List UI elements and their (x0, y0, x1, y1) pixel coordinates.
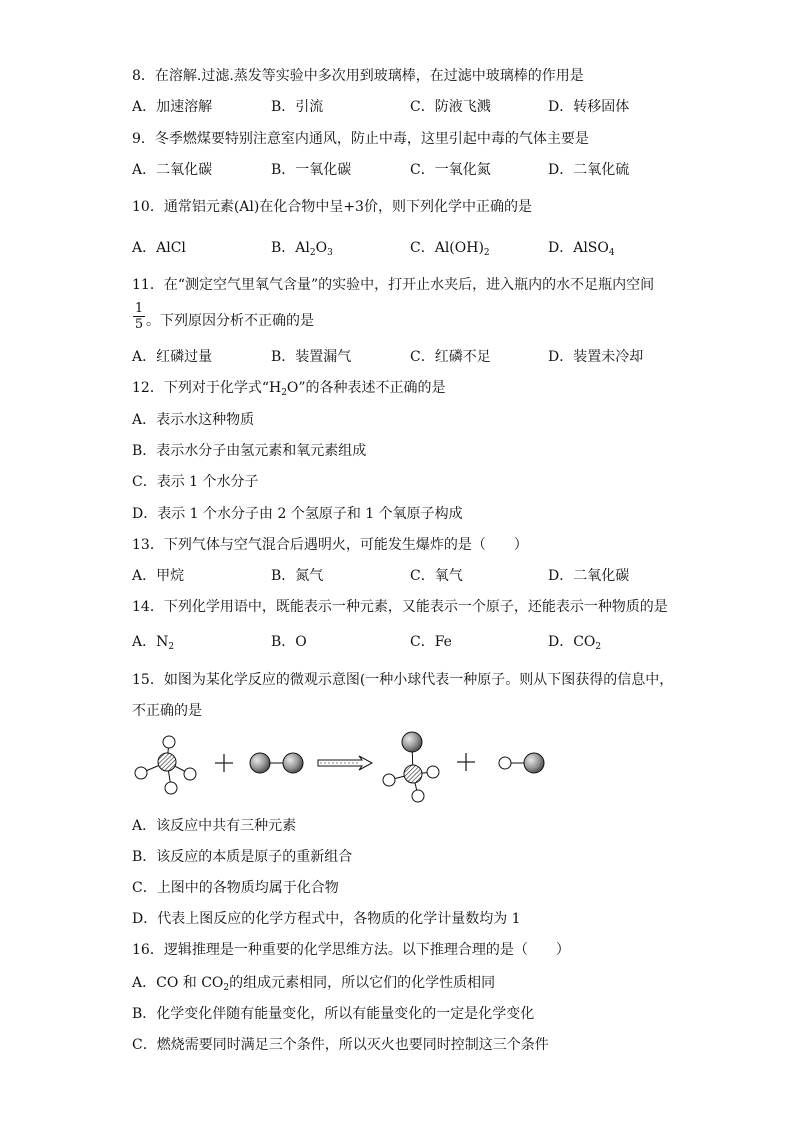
q12-option-d: D．表示 1 个水分子由 2 个氢原子和 1 个氧原子构成 (132, 506, 463, 522)
q8-option-b: B．引流 (271, 99, 324, 115)
q15-option-c: C．上图中的各物质均属于化合物 (132, 880, 339, 896)
q13-option-b: B．氮气 (271, 568, 324, 584)
shaded-atom (524, 753, 544, 773)
plus-sign-2 (457, 753, 475, 771)
fraction-numerator: 1 (134, 301, 144, 316)
small-atom (412, 790, 424, 802)
q15-option-a: A．该反应中共有三种元素 (132, 818, 297, 834)
small-atom (163, 736, 175, 748)
q13-option-d: D．二氧化碳 (548, 568, 630, 584)
hatched-atom (404, 765, 422, 783)
question-9-stem: 9．冬季燃煤要特别注意室内通风，防止中毒，这里引起中毒的气体主要是 (132, 131, 589, 147)
q14-option-d: D．$CO_2$ (548, 634, 602, 652)
small-atom (165, 782, 177, 794)
shaded-atom (283, 753, 303, 773)
small-atom (184, 768, 196, 780)
molecule-product-1 (383, 732, 439, 802)
q11-option-d: D．装置未冷却 (548, 349, 644, 365)
q11-option-b: B．装置漏气 (271, 349, 352, 365)
q13-option-c: C．氧气 (410, 568, 463, 584)
reaction-diagram (126, 728, 556, 804)
q10-option-d: D．AlSO$_4$ (548, 240, 615, 258)
small-atom (499, 757, 511, 769)
fraction-denominator: 5 (134, 317, 144, 332)
shaded-atom (402, 732, 422, 752)
q14-option-b: B．O (271, 634, 307, 650)
q13-option-a: A．甲烷 (132, 568, 185, 584)
q14-option-a: A．$N_2$ (132, 634, 175, 652)
q14-option-c: C．Fe (410, 634, 452, 650)
hatched-atom (158, 753, 176, 771)
q12-option-b: B．表示水分子由氢元素和氧元素组成 (132, 443, 367, 459)
plus-sign-1 (215, 754, 233, 772)
small-atom (383, 774, 395, 786)
q9-option-a: A．二氧化碳 (132, 162, 213, 178)
q16-option-a: A．CO 和 $CO_2$的组成元素相同，所以它们的化学性质相同 (132, 975, 496, 993)
q9-option-b: B．一氧化碳 (271, 162, 352, 178)
question-15-stem-cont: 不正确的是 (132, 703, 202, 719)
q16-option-c: C．燃烧需要同时满足三个条件，所以灭火也要同时控制这三个条件 (132, 1037, 549, 1053)
q8-option-a: A．加速溶解 (132, 99, 213, 115)
question-15-stem: 15．如图为某化学反应的微观示意图(一种小球代表一种原子。则从下图获得的信息中， (132, 672, 674, 688)
molecule-product-2 (499, 753, 544, 773)
q9-option-c: C．一氧化氮 (410, 162, 491, 178)
q8-option-c: C．防液飞溅 (410, 99, 491, 115)
question-16-stem: 16．逻辑推理是一种重要的化学思维方法。以下推理合理的是（ ） (132, 942, 570, 958)
question-14-stem: 14．下列化学用语中，既能表示一种元素，又能表示一个原子，还能表示一种物质的是 (132, 599, 668, 615)
question-11-stem-cont: 。下列原因分析不正确的是 (146, 313, 314, 329)
molecule-reactant-1 (135, 736, 196, 794)
question-13-stem: 13．下列气体与空气混合后遇明火，可能发生爆炸的是（ ） (132, 537, 528, 553)
question-11-stem: 11．在“测定空气里氧气含量”的实验中，打开止水夹后，进入瓶内的水不足瓶内空间 (132, 277, 655, 293)
q10-option-b: B．$Al_2O_3$ (271, 240, 333, 258)
q12-option-a: A．表示水这种物质 (132, 412, 255, 428)
question-8-stem: 8．在溶解.过滤.蒸发等实验中多次用到玻璃棒，在过滤中玻璃棒的作用是 (132, 68, 584, 84)
q8-option-d: D．转移固体 (548, 99, 630, 115)
q15-option-b: B．该反应的本质是原子的重新组合 (132, 849, 353, 865)
reaction-arrow (318, 756, 372, 770)
small-atom (135, 767, 147, 779)
q10-option-a: A．AlCl (132, 240, 186, 256)
question-12-stem: 12．下列对于化学式“$H_2O$”的各种表述不正确的是 (132, 380, 446, 398)
q11-option-a: A．红磷过量 (132, 349, 213, 365)
q11-option-c: C．红磷不足 (410, 349, 491, 365)
small-atom (427, 766, 439, 778)
q16-option-b: B．化学变化伴随有能量变化，所以有能量变化的一定是化学变化 (132, 1006, 535, 1022)
shaded-atom (250, 753, 270, 773)
q9-option-d: D．二氧化硫 (548, 162, 630, 178)
fraction-one-fifth (133, 302, 145, 331)
q12-option-c: C．表示 1 个水分子 (132, 474, 259, 490)
q15-option-d: D．代表上图反应的化学方程式中，各物质的化学计量数均为 1 (132, 911, 521, 927)
molecule-reactant-2 (250, 753, 303, 773)
q10-option-c: C．$Al(OH)_2$ (410, 240, 490, 258)
question-10-stem: 10．通常铝元素(Al)在化合物中呈+3价，则下列化学中正确的是 (132, 199, 532, 215)
